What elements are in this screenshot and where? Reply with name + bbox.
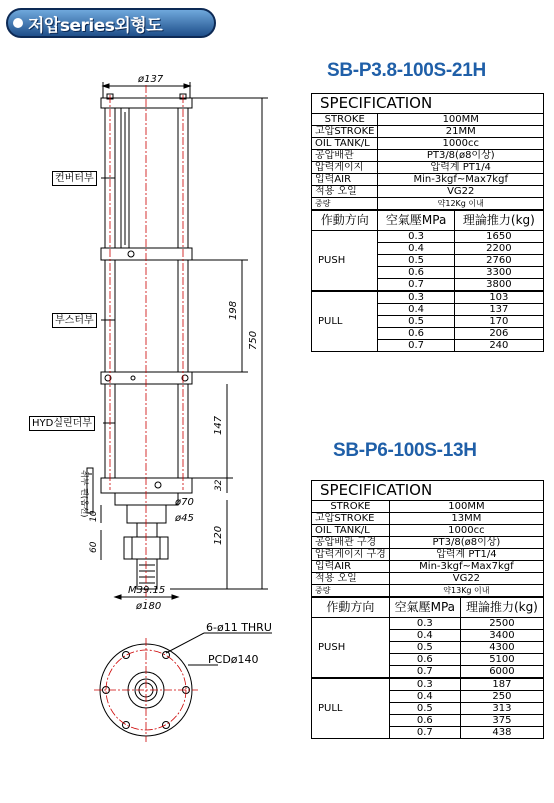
pressure-cell: 0.5 xyxy=(378,255,454,267)
spec-value: 약12Kg 이내 xyxy=(378,198,544,211)
pressure-cell: 0.6 xyxy=(389,715,460,727)
spec-value: 13MM xyxy=(389,513,543,525)
thrust-cell: 438 xyxy=(460,727,543,739)
banner-title: 저압series외형도 xyxy=(28,15,163,36)
col-header: 理論推力(kg) xyxy=(454,210,543,231)
spec-label: STROKE xyxy=(312,501,390,513)
dim-10: 10 xyxy=(89,510,99,522)
pull-label: PULL xyxy=(312,291,378,352)
pull-label: PULL xyxy=(312,678,390,739)
pressure-cell: 0.3 xyxy=(378,291,454,304)
spec-label: 공압배관 xyxy=(312,150,378,162)
label-converter: 컨버터부 xyxy=(52,171,97,186)
thrust-cell: 240 xyxy=(454,340,543,352)
thrust-cell: 2760 xyxy=(454,255,543,267)
dim-147: 147 xyxy=(213,415,224,435)
pressure-cell: 0.5 xyxy=(378,316,454,328)
label-pcd: PCDø140 xyxy=(208,653,259,666)
col-header: 空氣壓MPa xyxy=(389,597,460,618)
spec-value: 1000cc xyxy=(378,138,544,150)
col-header: 作動方向 xyxy=(312,210,378,231)
pressure-cell: 0.4 xyxy=(389,630,460,642)
thrust-cell: 4300 xyxy=(460,642,543,654)
dim-32: 32 xyxy=(214,479,224,491)
pressure-cell: 0.7 xyxy=(389,727,460,739)
dim-top-dia: ø137 xyxy=(138,74,164,85)
thrust-cell: 3300 xyxy=(454,267,543,279)
dim-60: 60 xyxy=(89,541,99,553)
spec-value: PT3/8(ø8이상) xyxy=(389,537,543,549)
spec-label: 고압STROKE xyxy=(312,126,378,138)
thrust-cell: 170 xyxy=(454,316,543,328)
dim-198: 198 xyxy=(228,300,239,320)
thrust-cell: 137 xyxy=(454,304,543,316)
push-label: PUSH xyxy=(312,618,390,679)
model-title-2: SB-P6-100S-13H xyxy=(333,440,477,461)
dim-120: 120 xyxy=(213,525,224,545)
pressure-cell: 0.6 xyxy=(389,654,460,666)
spec-label: 고압STROKE xyxy=(312,513,390,525)
spec-value: 압력계 PT1/4 xyxy=(389,549,543,561)
thrust-cell: 1650 xyxy=(454,231,543,243)
spec-heading: SPECIFICATION xyxy=(312,481,544,501)
pressure-cell: 0.5 xyxy=(389,703,460,715)
spec-value: 1000cc xyxy=(389,525,543,537)
pressure-cell: 0.4 xyxy=(378,243,454,255)
model-title-1: SB-P3.8-100S-21H xyxy=(327,60,486,81)
thrust-cell: 5100 xyxy=(460,654,543,666)
spec-value: 21MM xyxy=(378,126,544,138)
spec-label: 압력게이지 xyxy=(312,162,378,174)
spec-table-1 xyxy=(311,93,544,352)
pressure-cell: 0.7 xyxy=(378,340,454,352)
col-header: 理論推力(kg) xyxy=(460,597,543,618)
dim-70: ø70 xyxy=(175,497,194,508)
spec-label: 중량 xyxy=(312,585,390,598)
spec-table-2 xyxy=(311,480,544,739)
spec-value: 100MM xyxy=(378,114,544,126)
label-booster: 부스터부 xyxy=(52,313,97,328)
col-header: 作動方向 xyxy=(312,597,390,618)
thrust-cell: 3400 xyxy=(460,630,543,642)
dim-thread: M39.15 xyxy=(128,585,166,596)
pressure-cell: 0.6 xyxy=(378,267,454,279)
spec-label: 입력AIR xyxy=(312,561,390,573)
pressure-cell: 0.3 xyxy=(389,678,460,691)
label-hyd: HYD실린더부 xyxy=(29,416,95,431)
spec-value: PT3/8(ø8이상) xyxy=(378,150,544,162)
pressure-cell: 0.7 xyxy=(378,279,454,292)
thrust-cell: 2500 xyxy=(460,618,543,630)
spec-value: VG22 xyxy=(378,186,544,198)
pressure-cell: 0.3 xyxy=(378,231,454,243)
thrust-cell: 103 xyxy=(454,291,543,304)
spec-label: 압력게이지 구경 xyxy=(312,549,390,561)
spec-label: 입력AIR xyxy=(312,174,378,186)
spec-label: OIL TANK/L xyxy=(312,138,378,150)
spec-value: VG22 xyxy=(389,573,543,585)
pressure-cell: 0.6 xyxy=(378,328,454,340)
spec-value: 압력계 PT1/4 xyxy=(378,162,544,174)
dim-750: 750 xyxy=(248,330,259,350)
spec-label: STROKE xyxy=(312,114,378,126)
pressure-cell: 0.4 xyxy=(378,304,454,316)
thrust-cell: 6000 xyxy=(460,666,543,679)
dim-180: ø180 xyxy=(136,601,162,612)
spec-value: Min-3kgf~Max7kgf xyxy=(389,561,543,573)
label-pin: 취부 핀(옵션) xyxy=(80,470,89,518)
dim-45: ø45 xyxy=(175,513,194,524)
spec-value: 100MM xyxy=(389,501,543,513)
thrust-cell: 187 xyxy=(460,678,543,691)
spec-value: 약13Kg 이내 xyxy=(389,585,543,598)
spec-label: 공압배관 구경 xyxy=(312,537,390,549)
spec-heading: SPECIFICATION xyxy=(312,94,544,114)
thrust-cell: 3800 xyxy=(454,279,543,292)
thrust-cell: 2200 xyxy=(454,243,543,255)
thrust-cell: 375 xyxy=(460,715,543,727)
spec-label: 중량 xyxy=(312,198,378,211)
push-label: PUSH xyxy=(312,231,378,292)
thrust-cell: 313 xyxy=(460,703,543,715)
pressure-cell: 0.5 xyxy=(389,642,460,654)
pressure-cell: 0.3 xyxy=(389,618,460,630)
spec-label: OIL TANK/L xyxy=(312,525,390,537)
spec-label: 적용 오일 xyxy=(312,186,378,198)
thrust-cell: 206 xyxy=(454,328,543,340)
spec-label: 적용 오일 xyxy=(312,573,390,585)
thrust-cell: 250 xyxy=(460,691,543,703)
pressure-cell: 0.4 xyxy=(389,691,460,703)
pressure-cell: 0.7 xyxy=(389,666,460,679)
col-header: 空氣壓MPa xyxy=(378,210,454,231)
spec-value: Min-3kgf~Max7kgf xyxy=(378,174,544,186)
label-holes: 6-ø11 THRU xyxy=(206,621,272,634)
